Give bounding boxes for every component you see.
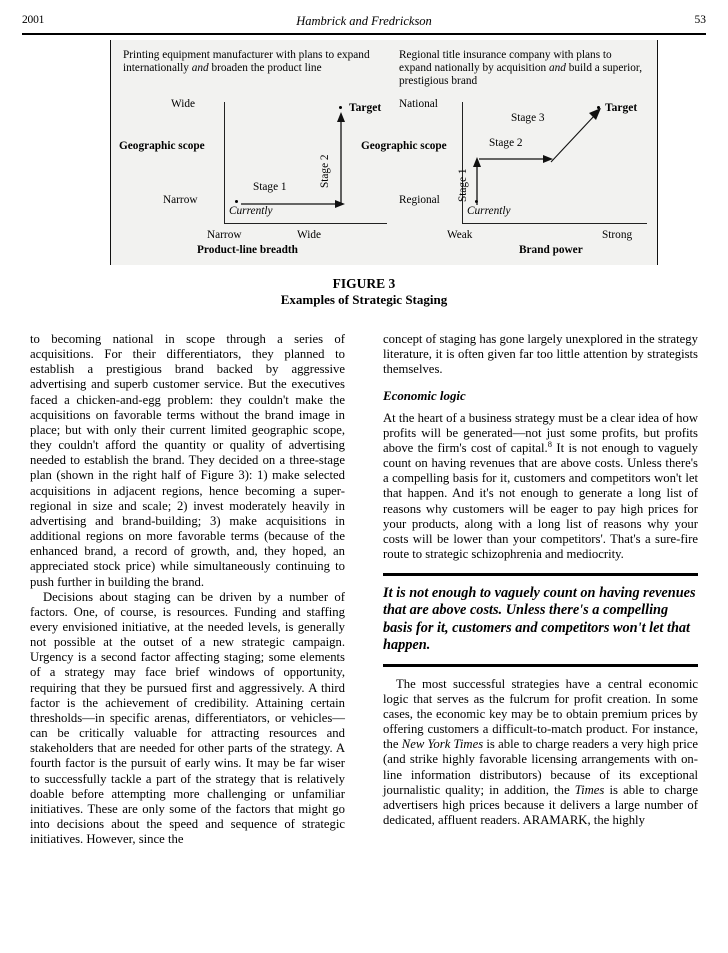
x-axis-left-label: Narrow [207, 229, 242, 241]
italic-title: Times [574, 782, 605, 797]
stage-2-label: Stage 2 [489, 137, 523, 149]
header-rule [22, 33, 706, 35]
pullquote: It is not enough to vaguely count on having revenues that are above costs. Unless there's a compelling basis for it, customers and competitors won't let that happen. [383, 584, 696, 654]
y-axis-bottom-label: Regional [399, 194, 440, 206]
body-column-right [383, 332, 698, 828]
stage-2-label: Stage 2 [319, 154, 331, 188]
stage-3-arrow [551, 106, 603, 162]
header-year: 2001 [22, 14, 45, 26]
x-axis-line [462, 223, 647, 224]
figure-panel-left [111, 40, 389, 265]
figure-caption: Examples of Strategic Staging [280, 292, 448, 307]
y-axis-bottom-label: Narrow [163, 194, 198, 206]
paragraph: Decisions about staging can be driven by a number of factors. One, of course, is resources. Funding and staffing every envisioned initiative, at the needed levels, is generally not possible at the outset of a new strategic campaign. Urgency is a second factor affecting staging; some elements of a strategy may face brief windows of opportunity, requiring that they be pursued first and aggressively. A third factor is the achievement of credibility. Attaining certain thresholds—in specific arenas, differentiators, or vehicles—can be critically valuable for attracting resources and stakeholders that are needed for other parts of the strategy. A fourth factor is the pursuit of early wins. It may be far wiser to successfully tackle a part of the strategy that is relatively doable before attempting more challenging or unfamiliar initiatives. These are only some of the factors that might go into decisions about the speed and sequence of strategic initiatives. However, since the [30, 589, 345, 847]
y-axis-top-label: Wide [171, 98, 196, 110]
stage-2-arrow [479, 153, 553, 165]
target-point-dot [339, 106, 342, 109]
figure-3-container [110, 40, 658, 265]
x-axis-title: Product-line breadth [197, 244, 298, 256]
stage-2-arrow [335, 112, 347, 204]
chart-title-insurance [361, 40, 659, 265]
paragraph-text: The most successful strategies have a central economic logic that serves as the fulcrum for profit creation. In some cases, the economic key may be to obtain premium prices by offering customers a difficult-to-match product. For instance, the [383, 676, 698, 752]
header-page-number: 53 [694, 14, 706, 26]
body-column-left [30, 332, 345, 847]
pullquote-rule-top [383, 573, 698, 576]
stage-1-arrow [241, 198, 345, 210]
x-axis-title: Brand power [519, 244, 583, 256]
currently-point-label: Currently [467, 205, 511, 217]
paragraph: concept of staging has gone largely unexplored in the strategy literature, it is often given far too little attention by strategists themselves. [383, 332, 698, 377]
panel-left-caption: Printing equipment manufacturer with plans to expand internationally and broaden the product line [123, 49, 370, 75]
italic-title: New York Times [401, 737, 484, 752]
y-axis-top-label: National [399, 98, 438, 110]
paragraph [383, 411, 698, 563]
paragraph-text: is able to charge readers a very high price (and strike highly favorable licensing arrangements with on-line information distributors) because of its exceptional journalistic quality; in addition, the [383, 737, 698, 797]
section-subheading: Economic logic [383, 389, 466, 404]
y-axis-line [462, 102, 463, 224]
figure-panel-right [361, 40, 659, 265]
y-axis-title [119, 140, 219, 153]
x-axis-line [224, 223, 387, 224]
chart-printing-equipment [111, 40, 389, 265]
x-axis-right-label: Strong [602, 229, 633, 241]
x-axis-left-label: Weak [447, 229, 473, 241]
stage-1-label: Stage 1 [253, 181, 287, 193]
y-axis-title [361, 140, 461, 153]
figure-number: FIGURE 3 [332, 276, 396, 291]
panel-right-caption: Regional title insurance company with plans to expand nationally by acquisition and build a superior, prestigious brand [399, 49, 643, 88]
currently-point-dot [235, 200, 238, 203]
paragraph-text: At the heart of a business strategy must be a clear idea of how profits will be generated—not just some profits, but profits above the firm's cost of capital. [383, 410, 698, 455]
y-axis-title-text: Geographic scope [119, 140, 205, 152]
currently-point-label: Currently [229, 205, 273, 217]
stage-1-label: Stage 1 [457, 168, 469, 202]
target-point-label: Target [605, 102, 638, 114]
footnote-marker: 8 [547, 438, 552, 449]
paragraph: to becoming national in scope through a series of acquisitions. For their differentiators, they planned to establish a prestigious brand backed by aggressive advertising and superb customer service. But the executives faced a chicken-and-egg problem: they couldn't make the acquisitions on favorable terms without the brand image in place; but with only their current limited geographic scope, they couldn't afford the quantity or quality of advertising needed to establish the brand. They decided on a three-stage plan (shown in the right half of Figure 3): 1) make selected acquisitions in adjacent regions, hence becoming a super-regional in size and scale; 2) invest moderately heavily in advertising and brand-building; 3) make acquisitions in additional regions on more favorable terms (because of the enhanced brand, a record of growth, and, they hoped, an appreciated stock price) while simultaneously continuing to push further in building the brand. [30, 332, 345, 589]
paragraph [383, 677, 698, 829]
paragraph-text: is able to charge advertisers high prices because it delivers a large number of dedicated, affluent readers. ARAMARK, the highly [383, 782, 699, 827]
paragraph-text: It is not enough to vaguely count on having revenues that are above costs. Unless there's a compelling basis for it, customers and competitors won't let that happen. And it's not enough to generate a long list of reasons why customers will be eager to pay high prices for your products, along with a long list of reasons why your costs will be lower than your competitors'. That's a sure-fire route to strategic schizophrenia and mediocrity. [383, 440, 698, 562]
y-axis-title-text: Geographic scope [361, 140, 447, 152]
pullquote-rule-bottom [383, 664, 698, 667]
stage-3-label: Stage 3 [511, 112, 545, 124]
y-axis-line [224, 102, 225, 224]
target-point-label: Target [349, 102, 382, 114]
header-authors: Hambrick and Fredrickson [296, 14, 432, 28]
x-axis-right-label: Wide [297, 229, 322, 241]
